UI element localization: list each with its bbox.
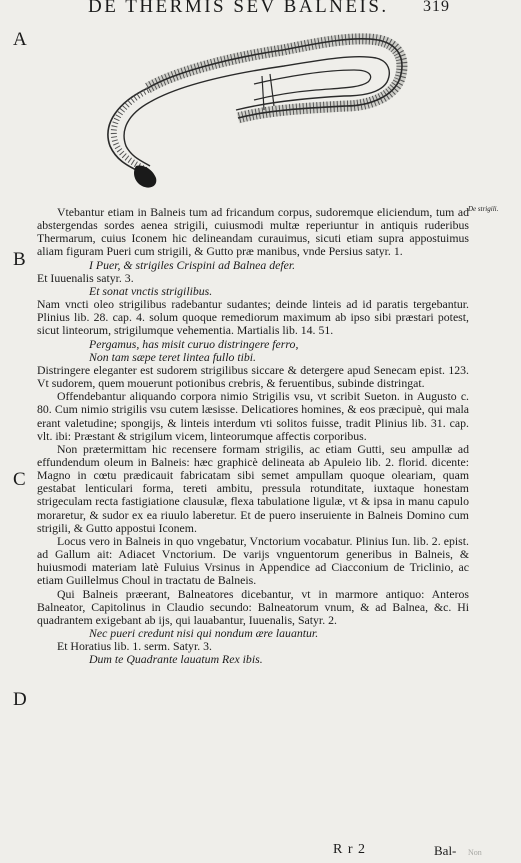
body-text	[37, 206, 469, 666]
paragraph-strigil-use: Vtebantur etiam in Balneis tum ad fricandum corpus, sudoremque eliciendum, tum ad abstergendas sordes aenea strigili, cuiusmodi multæ reperiuntur in antiquis ruderibus Thermarum, cuius Iconem hic delineandam curauimus, sicuti etiam supra appostuimus aliam figuram Pueri cum strigili, & Gutto præ manibus, vnde Persius satyr. 1.	[37, 205, 469, 259]
verse-martial-1: Pergamus, has misit curuo distringere ferro,	[89, 336, 299, 351]
paragraph-balneatores: Qui Balneis præerant, Balneatores dicebantur, vt in marmore antiquo: Anteros Balneator, Capitolinus in Claudio secundo: Balneatorum vnum, & ad Balnea, &c. Hi quadrantem exigebant ab ijs, qui lauabantur, Iuuenalis, Satyr. 2.	[37, 586, 469, 627]
margin-letter-b: B	[13, 249, 26, 270]
paragraph-apuleius: Non prætermittam hic recensere formam strigilis, ac etiam Gutti, seu ampullæ ad effundendum oleum in Balneis: hæc graphicè delineata ab Apuleio lib. 2. florid. dicente: Magno in cœtu prædicauit fabricatam sibi semet ampullam quoque oleariam, quam gestabat lenticulari forma, tereti ambitu, pressula rotunditate, iuxtaque honestam strigeculam recta fastigiatione clausulæ, flexa tabulatione ligulæ, vt & ipsa in manu capulo moraretur, & sudor ex ea riuulo laberetur. Et de puero inseruiente in Balneis Domino cum strigili, & Gutto appostui Iconem.	[37, 441, 469, 535]
paragraph-juvenal-ref: Et Iuuenalis satyr. 3.	[37, 270, 134, 285]
paragraph-horatius: Et Horatius lib. 1. serm. Satyr. 3.	[57, 639, 212, 654]
paragraph-unctorium: Locus vero in Balneis in quo vngebatur, Vnctorium vocabatur. Plinius Iun. lib. 2. epist. ad Gallum ait: Adiacet Vnctorium. De varijs vnguentorum generibus in Balneis, & huiusmodi materiam latè Fuluius Vrsinus in Appendice ad Ciacconium de Triclinio, ac etiam Guillelmus Choul in tractatu de Balneis.	[37, 533, 469, 588]
running-head: DE THERMIS SEV BALNEIS.	[88, 0, 389, 17]
margin-letter-d: D	[13, 689, 27, 710]
strigil-illustration	[78, 18, 428, 190]
catchword: Bal-	[434, 843, 457, 858]
page-number: 319	[423, 0, 450, 15]
paragraph-offendebantur: Offendebantur aliquando corpora nimio Strigilis vsu, vt scribit Sueton. in Augusto c. 80. Cum nimio strigilis vsu cutem læsisse. Delicatiores homines, & eos præcipuè, qui mala erant valetudine; spongijs, & linteis interdum vti solitos fuisse, tradit Plinius lib. 31. cap. vlt. ibi: Præstant & strigilum vicem, linteorumque affectis corporibus.	[37, 389, 469, 443]
margin-letter-a: A	[13, 29, 27, 50]
verse-horatius: Dum te Quadrante lauatum Rex ibis.	[89, 652, 263, 667]
verse-juvenal: Et sonat vnctis strigilibus.	[89, 283, 213, 298]
paragraph-distringere: Distringere eleganter est sudorem strigilibus siccare & detergere apud Senecam epist. 123. Vt sudorem, quem mouerunt potionibus crebris, & feruentibus, subinde distringat.	[37, 362, 469, 391]
verse-martial-2: Non tam sæpe teret lintea fullo tibi.	[89, 349, 257, 364]
side-note: De strigili.	[468, 205, 499, 213]
verse-persius: I Puer, & strigiles Crispini ad Balnea defer.	[89, 257, 296, 272]
verse-juvenal-2: Nec pueri credunt nisi qui nondum ære lauantur.	[89, 626, 319, 640]
signature-mark: R r 2	[333, 842, 366, 857]
margin-letter-c: C	[13, 469, 26, 490]
bleed-through-text: Non	[468, 848, 482, 857]
paragraph-pliny-oil: Nam vncti oleo strigilibus radebantur sudantes; deinde linteis ad id paratis tergebantur. Plinius lib. 28. cap. 4. solum quoque remediorum maximum ab ipso sibi præstari potest, sicut linteorum, strigilumque vehementia. Martialis lib. 14. 51.	[37, 297, 469, 338]
